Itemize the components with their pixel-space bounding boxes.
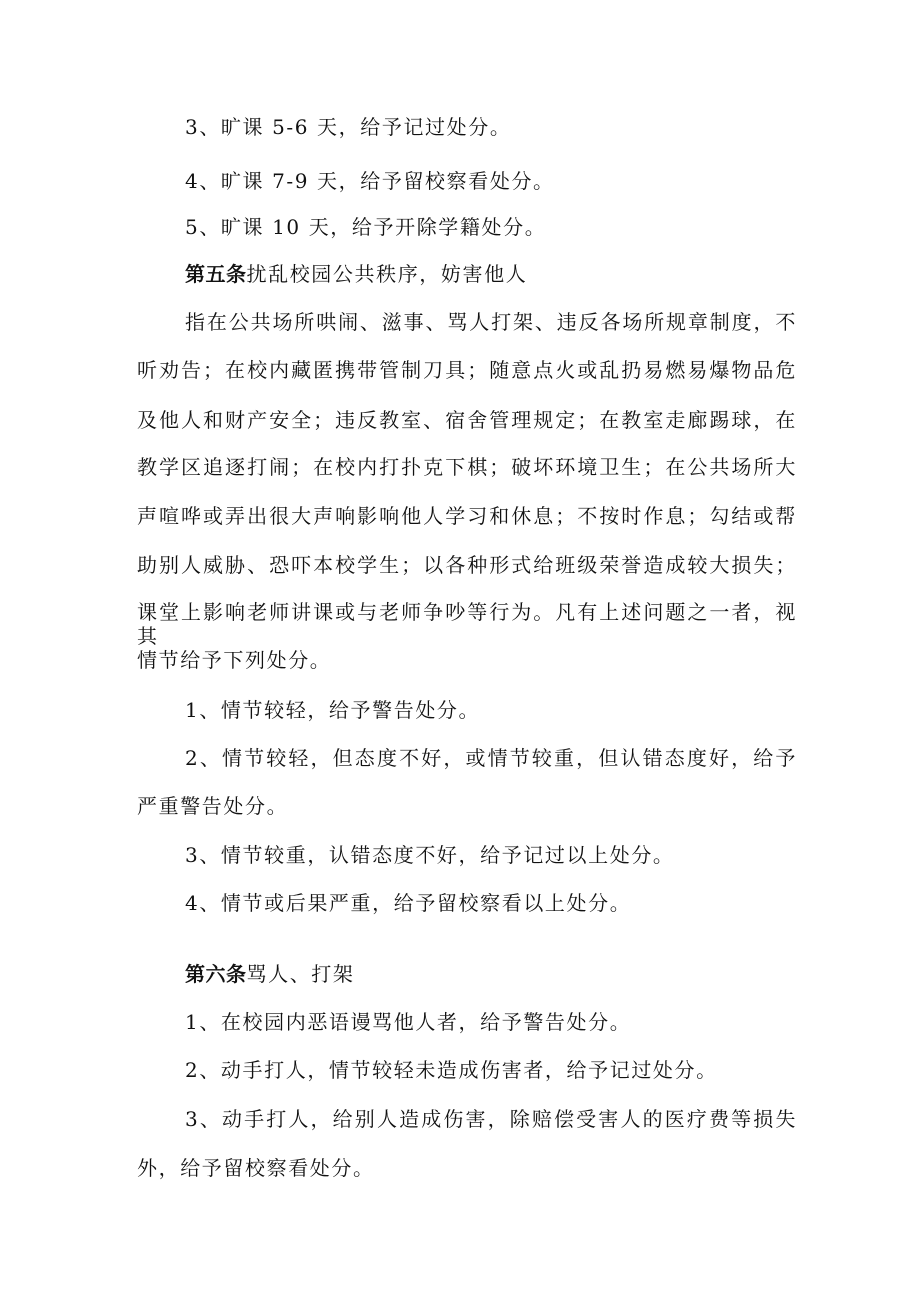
article4-item-4: 4、旷课 7-9 天，给予留校察看处分。 [185,169,555,193]
article4-item-5: 5、旷课 10 天，给予开除学籍处分。 [185,215,547,239]
article6-title: 骂人、打架 [246,962,355,986]
article5-body-line-8: 情节给予下列处分。 [137,648,332,672]
article6-item-1: 1、在校园内恶语谩骂他人者，给予警告处分。 [185,1010,632,1034]
article5-item-1: 1、情节较轻，给予警告处分。 [185,698,481,722]
article6-item-2: 2、动手打人，情节较轻未造成伤害者，给予记过处分。 [185,1058,718,1082]
article5-item-2: 2、情节较轻，但态度不好，或情节较重，但认错态度好，给予 [185,746,797,770]
article5-item-4: 4、情节或后果严重，给予留校察看以上处分。 [185,891,632,915]
article5-item-3: 3、情节较重，认错态度不好，给予记过以上处分。 [185,843,675,867]
article5-body-line-6: 助别人威胁、恐吓本校学生；以各种形式给班级荣誉造成较大损失； [137,553,797,577]
article5-body-line-3: 及他人和财产安全；违反教室、宿舍管理规定；在教室走廊踢球，在 [137,408,797,432]
article5-body-line-2: 听劝告；在校内藏匿携带管制刀具；随意点火或乱扔易燃易爆物品危 [137,358,797,382]
article5-body-line-4: 教学区追逐打闹；在校内打扑克下棋；破坏环境卫生；在公共场所大 [137,455,797,479]
article5-body-line-1: 指在公共场所哄闹、滋事、骂人打架、违反各场所规章制度，不 [185,310,797,334]
article5-body-line-7: 课堂上影响老师讲课或与老师争吵等行为。凡有上述问题之一者，视其 [137,600,797,648]
article6-item-3-cont: 外，给予留校察看处分。 [137,1156,375,1180]
article6-item-3: 3、动手打人，给别人造成伤害，除赔偿受害人的医疗费等损失 [185,1107,797,1131]
article5-title: 扰乱校园公共秩序，妨害他人 [246,262,528,286]
article5-heading [185,262,797,286]
article6-heading [185,962,797,986]
article5-label: 第五条 [185,262,247,286]
article5-item-2-cont: 严重警告处分。 [137,794,289,818]
article5-body-line-5: 声喧哗或弄出很大声响影响他人学习和休息；不按时作息；勾结或帮 [137,504,797,528]
article4-item-3: 3、旷课 5-6 天，给予记过处分。 [185,115,512,139]
article6-label: 第六条 [185,962,247,986]
